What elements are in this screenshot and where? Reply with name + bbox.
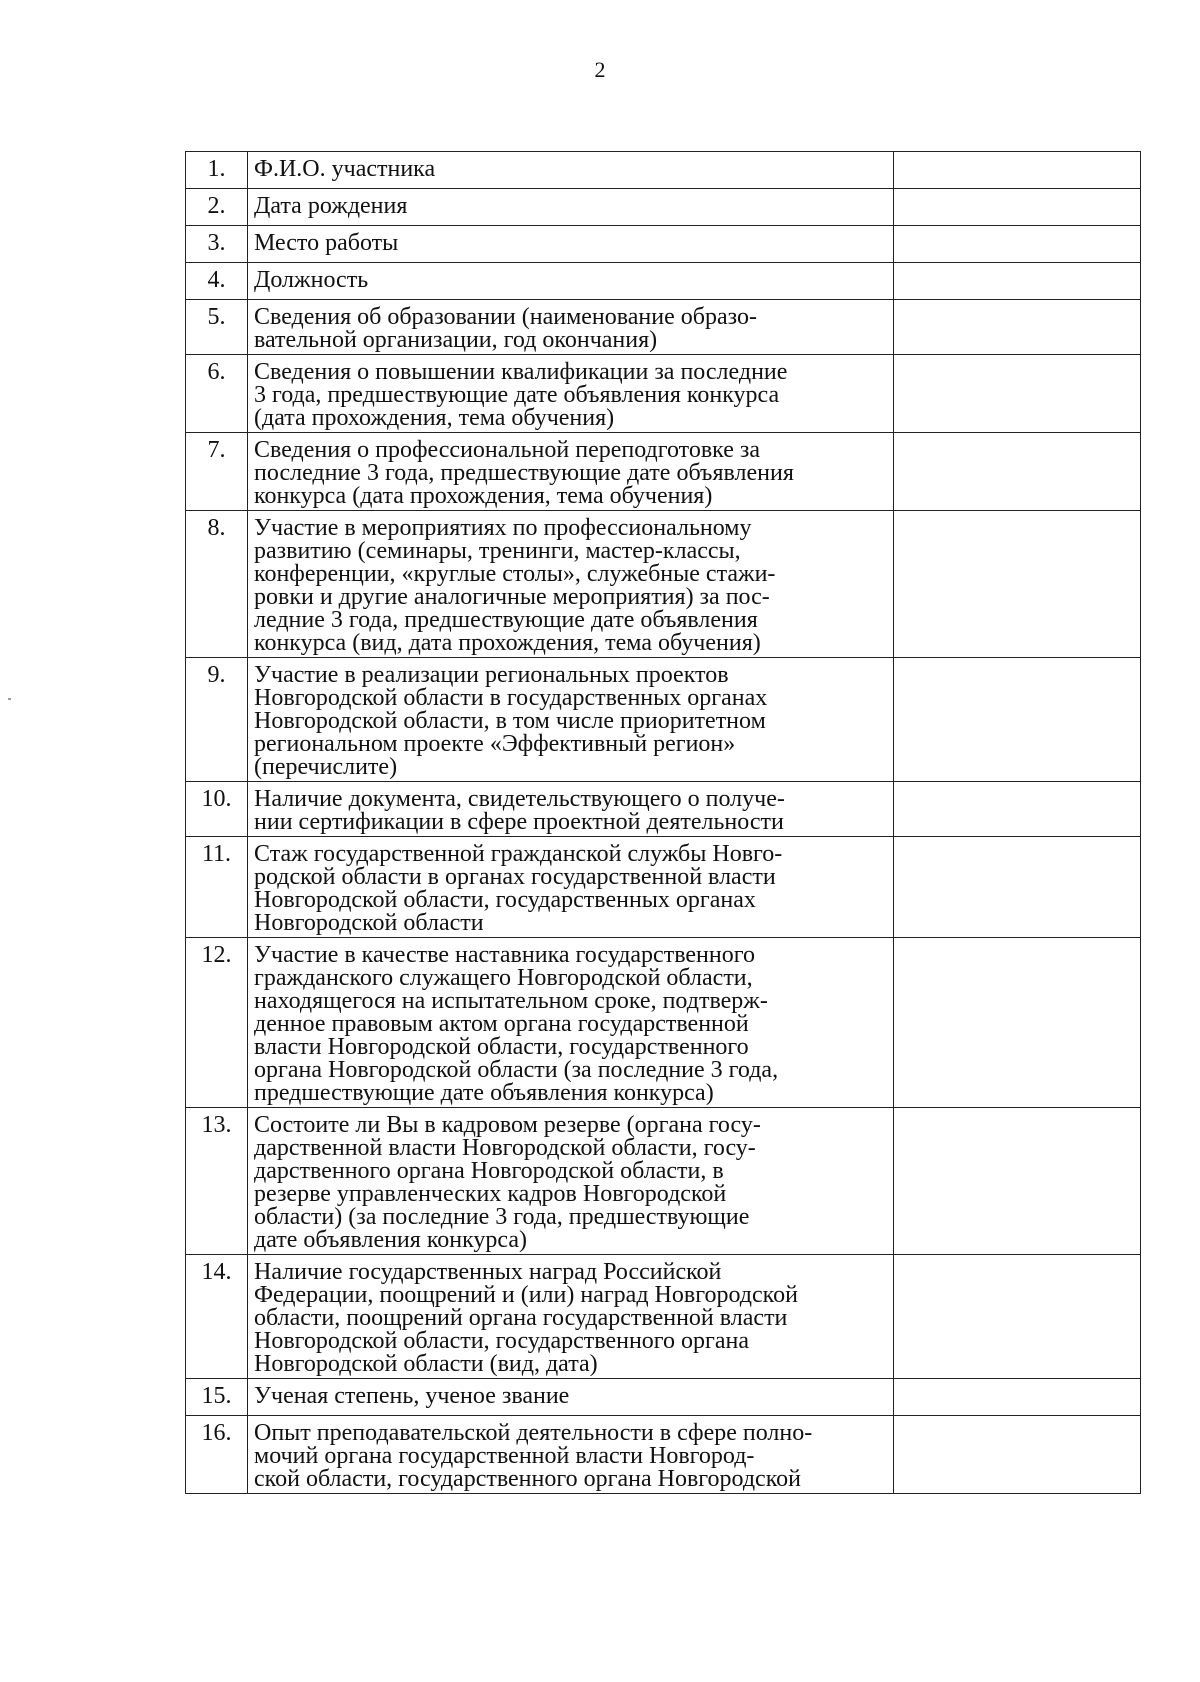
- answer-field[interactable]: [894, 226, 1141, 263]
- question-text: Дата рождения: [248, 189, 894, 226]
- table-row: [186, 355, 1141, 433]
- row-number: 3.: [186, 226, 248, 263]
- table-row: [186, 300, 1141, 355]
- answer-field[interactable]: [894, 1379, 1141, 1416]
- answer-field[interactable]: [894, 938, 1141, 1108]
- page-number: 2: [594, 57, 606, 82]
- answer-field[interactable]: [894, 355, 1141, 433]
- table-row: [186, 1255, 1141, 1379]
- row-number: 8.: [186, 511, 248, 658]
- table-row: [186, 511, 1141, 658]
- questionnaire-table: [185, 151, 1141, 1494]
- question-text: Сведения об образовании (наименование образо- вательной организации, год окончания): [248, 300, 894, 355]
- row-number: 12.: [186, 938, 248, 1108]
- question-text: Ученая степень, ученое звание: [248, 1379, 894, 1416]
- table-row: [186, 152, 1141, 189]
- answer-field[interactable]: [894, 433, 1141, 511]
- row-number: 7.: [186, 433, 248, 511]
- question-text: Место работы: [248, 226, 894, 263]
- table-row: [186, 1379, 1141, 1416]
- answer-field[interactable]: [894, 1416, 1141, 1494]
- table-row: [186, 1416, 1141, 1494]
- question-text: Наличие государственных наград Российской Федерации, поощрений и (или) наград Новгородской области, поощрений органа государственной власти Новгородской области, государственного органа Новгородской области (вид, дата): [248, 1255, 894, 1379]
- table-row: [186, 189, 1141, 226]
- row-number: 15.: [186, 1379, 248, 1416]
- question-text: Опыт преподавательской деятельности в сфере полно- мочий органа государственной власти Новгород- ской области, государственного органа Новгородской: [248, 1416, 894, 1494]
- table-row: [186, 263, 1141, 300]
- scan-artifact: [8, 698, 11, 700]
- answer-field[interactable]: [894, 189, 1141, 226]
- table-row: [186, 938, 1141, 1108]
- table-row: [186, 658, 1141, 782]
- answer-field[interactable]: [894, 300, 1141, 355]
- table-row: [186, 782, 1141, 837]
- row-number: 5.: [186, 300, 248, 355]
- question-text: Сведения о повышении квалификации за последние 3 года, предшествующие дате объявления конкурса (дата прохождения, тема обучения): [248, 355, 894, 433]
- row-number: 10.: [186, 782, 248, 837]
- table-row: [186, 226, 1141, 263]
- answer-field[interactable]: [894, 1255, 1141, 1379]
- answer-field[interactable]: [894, 837, 1141, 938]
- question-text: Состоите ли Вы в кадровом резерве (органа госу- дарственной власти Новгородской области, госу- дарственного органа Новгородской области, в резерве управленческих кадров Новгородской области) (за последние 3 года, предшествующие дате объявления конкурса): [248, 1108, 894, 1255]
- row-number: 9.: [186, 658, 248, 782]
- row-number: 6.: [186, 355, 248, 433]
- row-number: 4.: [186, 263, 248, 300]
- table-row: [186, 837, 1141, 938]
- question-text: Участие в мероприятиях по профессиональному развитию (семинары, тренинги, мастер-классы, конференции, «круглые столы», служебные стажи- ровки и другие аналогичные мероприятия) за пос- ледние 3 года, предшествующие дате объявления конкурса (вид, дата прохождения, тема обучения): [248, 511, 894, 658]
- question-text: Должность: [248, 263, 894, 300]
- row-number: 11.: [186, 837, 248, 938]
- row-number: 13.: [186, 1108, 248, 1255]
- answer-field[interactable]: [894, 782, 1141, 837]
- table-row: [186, 1108, 1141, 1255]
- row-number: 1.: [186, 152, 248, 189]
- answer-field[interactable]: [894, 1108, 1141, 1255]
- row-number: 16.: [186, 1416, 248, 1494]
- question-text: Участие в качестве наставника государственного гражданского служащего Новгородской области, находящегося на испытательном сроке, подтверж- денное правовым актом органа государственной власти Новгородской области, государственного органа Новгородской области (за последние 3 года, предшествующие дате объявления конкурса): [248, 938, 894, 1108]
- question-text: Наличие документа, свидетельствующего о получе- нии сертификации в сфере проектной деятельности: [248, 782, 894, 837]
- answer-field[interactable]: [894, 658, 1141, 782]
- questionnaire-rows: [186, 152, 1141, 1494]
- answer-field[interactable]: [894, 152, 1141, 189]
- question-text: Стаж государственной гражданской службы Новго- родской области в органах государственной власти Новгородской области, государственных органах Новгородской области: [248, 837, 894, 938]
- question-text: Участие в реализации региональных проектов Новгородской области в государственных органах Новгородской области, в том числе приоритетном региональном проекте «Эффективный регион» (перечислите): [248, 658, 894, 782]
- row-number: 14.: [186, 1255, 248, 1379]
- table-row: [186, 433, 1141, 511]
- question-text: Сведения о профессиональной переподготовке за последние 3 года, предшествующие дате объявления конкурса (дата прохождения, тема обучения): [248, 433, 894, 511]
- answer-field[interactable]: [894, 511, 1141, 658]
- row-number: 2.: [186, 189, 248, 226]
- answer-field[interactable]: [894, 263, 1141, 300]
- question-text: Ф.И.О. участника: [248, 152, 894, 189]
